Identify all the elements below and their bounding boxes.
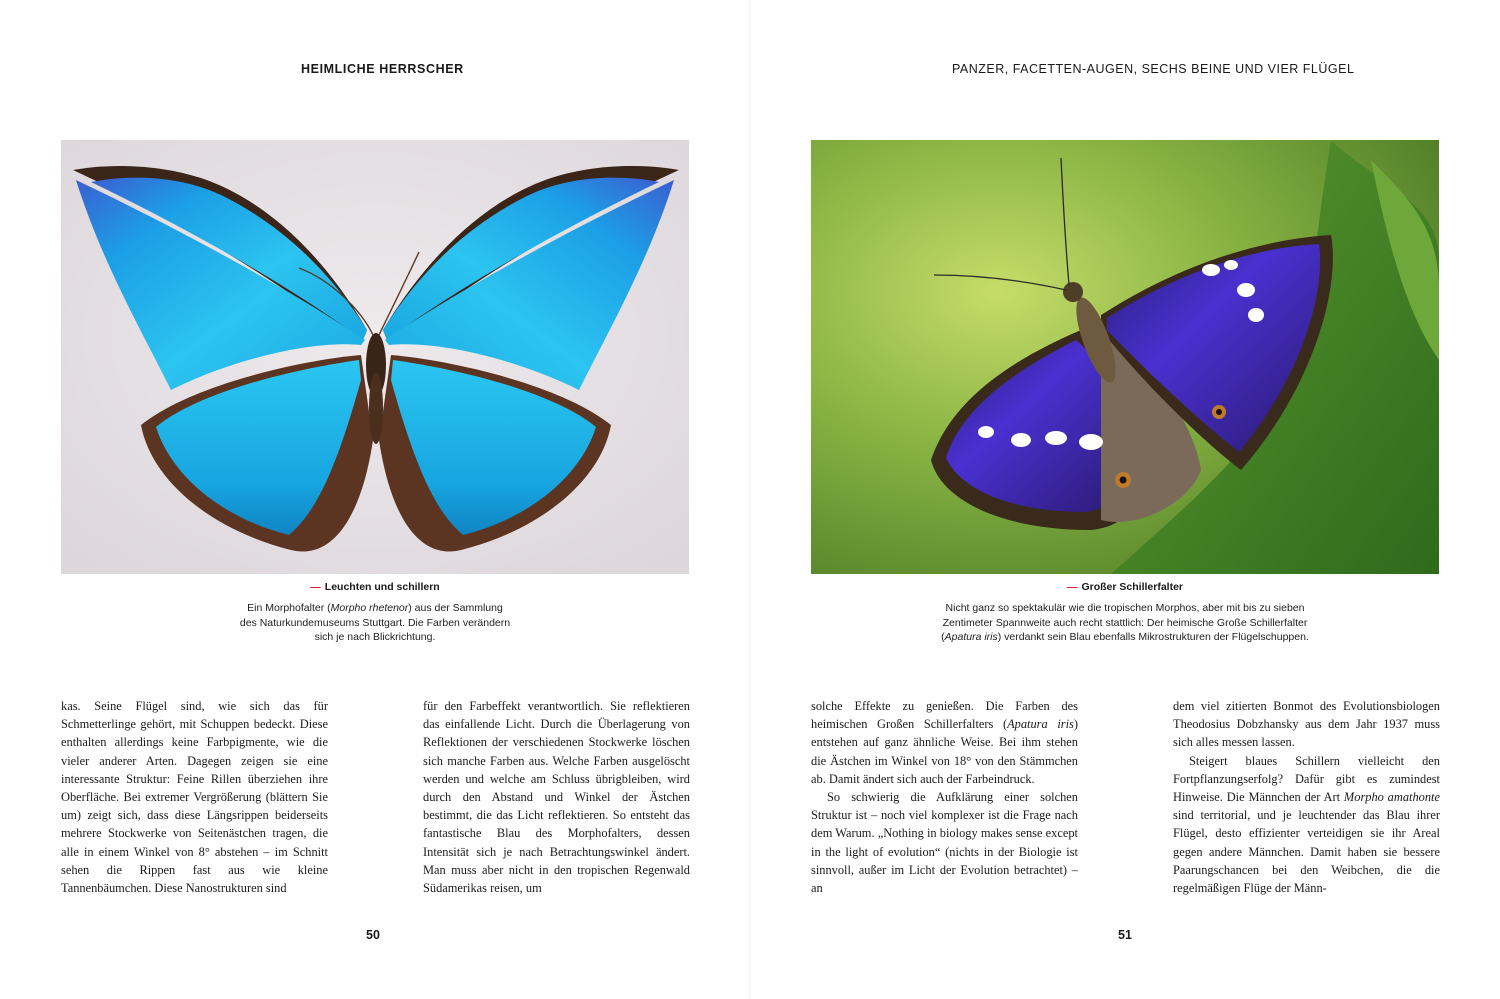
paragraph: So schwierig die Aufklärung einer solchen Struktur ist – noch viel komplexer ist die Frage nach dem Warum. „Nothing in biology makes sense except in the light of evolution“ (nichts in der Biologie ist sinnvoll, außer im Licht der Evolution betrachtet) – an [811, 790, 1078, 896]
body-column-2 [423, 697, 690, 897]
morpho-butterfly-photo [61, 140, 689, 574]
caption-dash-right: — [1066, 581, 1078, 593]
caption-text-left: Ein Morphofalter (Morpho rhetenor) aus der Sammlung des Naturkundemuseums Stuttgart. Die Farben verändern sich je nach Blickrichtung. [239, 602, 511, 643]
caption-title-left: — Leuchten und schillern [310, 581, 440, 593]
paragraph: dem viel zitierten Bonmot des Evolutionsbiologen Theodosius Dobzhansky aus dem Jahr 1937 muss sich alles messen lassen. [1173, 699, 1440, 750]
running-head-right: PANZER, FACETTEN-AUGEN, SECHS BEINE UND VIER FLÜGEL [952, 62, 1355, 76]
paragraph: für den Farbeffekt verantwortlich. Sie reflektieren das einfallende Licht. Durch die Überlagerung von Reflektionen der verschiedenen Stockwerke löschen sich manche Farben aus. Welche Farben ausgelöscht werden und welche am Schluss übrigbleiben, wird durch den Abstand und Winkel der Ästchen bestimmt, die das Licht reflektieren. So entsteht das fantastische Blau des Morphofalters, dessen Intensität sich je nach Betrachtungswinkel ändert. Man muss aber nicht in den tropischen Regenwald Südamerikas reisen, um [423, 699, 690, 896]
caption-title-right: — Großer Schillerfalter [1066, 581, 1184, 593]
caption-text-right: Nicht ganz so spektakulär wie die tropischen Morphos, aber mit bis zu sieben Zentimeter Spannweite auch recht stattlich: Der heimische Große Schillerfalter (Apatura iris) verdankt sein Blau ebenfalls Mikrostrukturen der Flügelschuppen. [941, 602, 1309, 643]
paragraph: solche Effekte zu genießen. Die Farben des heimischen Großen Schillerfalters (Apatura iris) entstehen auf ganz ähnliche Weise. Bei ihm stehen die Ästchen im Winkel von 18° von den Stämmchen ab. Damit ändert sich auch der Farbeindruck. [811, 699, 1078, 786]
apatura-iris-photo [811, 140, 1439, 574]
page-gutter [749, 0, 751, 999]
running-head-left: HEIMLICHE HERRSCHER [301, 62, 464, 76]
paragraph: kas. Seine Flügel sind, wie sich das für Schmetterlinge gehört, mit Schuppen bedeckt. Diese enthalten allerdings keine Farbpigmente, wie die vieler anderer Arten. Dagegen zeigen sie eine interessante Struktur: Feine Rillen überziehen ihre Oberfläche. Bei extremer Vergrößerung (blättern Sie um) zeigt sich, dass diese Längsrippen beiderseits mehrere Stockwerke von Seitenästchen tragen, die alle in einem Winkel von 8° abstehen – im Schnitt sehen die Rippen fast aus wie kleine Tannenbäumchen. Diese Nanostrukturen sind [61, 699, 328, 896]
page-number-right: 51 [1118, 928, 1132, 942]
page-number-left: 50 [366, 928, 380, 942]
body-column-4 [1173, 697, 1440, 897]
body-column-3 [811, 697, 1078, 897]
paragraph: Steigert blaues Schillern vielleicht den Fortpflanzungserfolg? Dafür gibt es zumindest Hinweise. Die Männchen der Art Morpho amathonte sind territorial, und je leuchtender das Blau ihrer Flügel, desto effizienter verteidigen sie ihr Areal gegen andere Männchen. Damit haben sie bessere Paarungschancen bei den Weibchen, die die regelmäßigen Flüge der Männ- [1173, 753, 1440, 896]
body-column-1 [61, 697, 328, 897]
caption-dash-left: — [310, 581, 321, 593]
